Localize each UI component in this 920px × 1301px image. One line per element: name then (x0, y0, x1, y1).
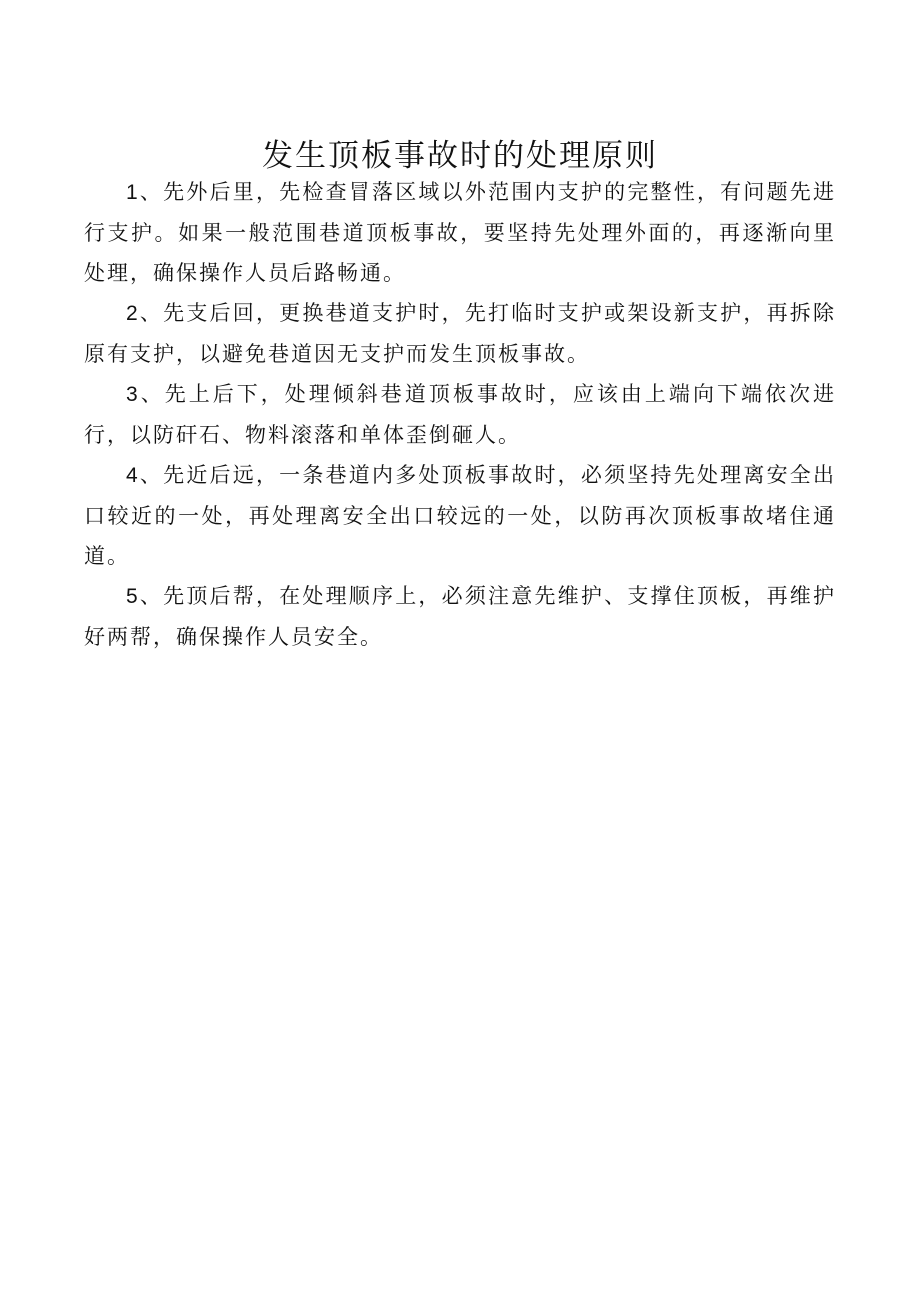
paragraph-5 (84, 576, 836, 657)
paragraph-number: 4 (126, 464, 140, 487)
paragraph-text: 、先上后下，处理倾斜巷道顶板事故时，应该由上端向下端依次进行，以防矸石、物料滚落和单体歪倒砸人。 (84, 382, 836, 447)
paragraph-text: 、先顶后帮，在处理顺序上，必须注意先维护、支撑住顶板，再维护好两帮，确保操作人员安全。 (84, 584, 836, 649)
paragraph-2 (84, 293, 836, 374)
paragraph-1 (84, 172, 836, 293)
paragraph-number: 2 (126, 302, 140, 325)
paragraph-text: 、先外后里，先检查冒落区域以外范围内支护的完整性，有问题先进行支护。如果一般范围巷道顶板事故，要坚持先处理外面的，再逐渐向里处理，确保操作人员后路畅通。 (84, 180, 836, 285)
paragraph-number: 1 (126, 181, 140, 204)
document-title: 发生顶板事故时的处理原则 (262, 137, 658, 174)
paragraph-text: 、先近后远，一条巷道内多处顶板事故时，必须坚持先处理离安全出口较近的一处，再处理离安全出口较远的一处，以防再次顶板事故堵住通道。 (84, 463, 836, 568)
paragraph-text: 、先支后回，更换巷道支护时，先打临时支护或架设新支护，再拆除原有支护，以避免巷道因无支护而发生顶板事故。 (84, 301, 836, 366)
paragraph-3 (84, 374, 836, 455)
paragraph-number: 3 (126, 383, 140, 406)
paragraph-4 (84, 455, 836, 576)
document-body (84, 172, 836, 657)
paragraph-number: 5 (126, 585, 140, 608)
